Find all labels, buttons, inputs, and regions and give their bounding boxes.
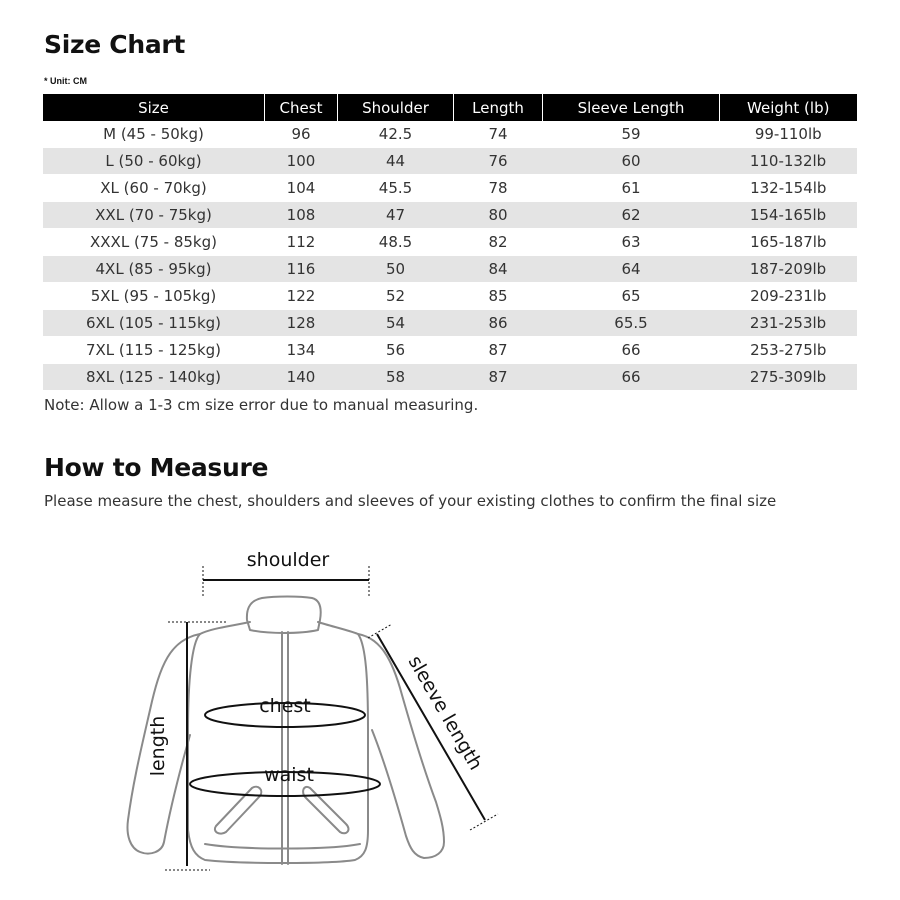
table-cell: 84 <box>454 256 543 283</box>
table-cell: 65.5 <box>543 310 720 337</box>
table-row <box>43 121 857 148</box>
header-length: Length <box>454 94 543 121</box>
measurement-note: Note: Allow a 1-3 cm size error due to manual measuring. <box>44 396 479 414</box>
table-cell: 62 <box>543 202 720 229</box>
table-cell: 96 <box>265 121 338 148</box>
table-cell: 60 <box>543 148 720 175</box>
table-cell: 110-132lb <box>720 148 857 175</box>
jacket-measure-diagram <box>0 530 900 900</box>
table-cell: 42.5 <box>338 121 454 148</box>
table-cell: 78 <box>454 175 543 202</box>
table-row <box>43 202 857 229</box>
table-cell: 52 <box>338 283 454 310</box>
table-cell: M (45 - 50kg) <box>43 121 265 148</box>
table-cell: 80 <box>454 202 543 229</box>
header-size: Size <box>43 94 265 121</box>
table-cell: 7XL (115 - 125kg) <box>43 337 265 364</box>
size-table <box>43 94 857 391</box>
table-cell: 187-209lb <box>720 256 857 283</box>
table-cell: XXL (70 - 75kg) <box>43 202 265 229</box>
table-cell: 209-231lb <box>720 283 857 310</box>
header-shoulder: Shoulder <box>338 94 454 121</box>
table-cell: XL (60 - 70kg) <box>43 175 265 202</box>
how-to-measure-description: Please measure the chest, shoulders and sleeves of your existing clothes to confirm the final size <box>44 492 777 510</box>
table-cell: 66 <box>543 364 720 391</box>
table-cell: 128 <box>265 310 338 337</box>
table-cell: 87 <box>454 337 543 364</box>
table-cell: 108 <box>265 202 338 229</box>
length-label: length <box>147 715 169 777</box>
table-row <box>43 148 857 175</box>
table-cell: L (50 - 60kg) <box>43 148 265 175</box>
table-cell: 100 <box>265 148 338 175</box>
table-cell: 8XL (125 - 140kg) <box>43 364 265 391</box>
table-cell: 54 <box>338 310 454 337</box>
table-row <box>43 256 857 283</box>
jacket-outline <box>128 597 445 865</box>
table-header-row <box>43 94 857 121</box>
table-cell: 122 <box>265 283 338 310</box>
table-cell: 116 <box>265 256 338 283</box>
table-cell: 50 <box>338 256 454 283</box>
table-cell: 45.5 <box>338 175 454 202</box>
table-cell: 154-165lb <box>720 202 857 229</box>
table-cell: 82 <box>454 229 543 256</box>
table-cell: 132-154lb <box>720 175 857 202</box>
sleeve-length-label: sleeve length <box>403 652 487 774</box>
sleeve-length-measure <box>368 624 498 830</box>
waist-label: waist <box>264 764 314 786</box>
header-chest: Chest <box>265 94 338 121</box>
header-weight: Weight (lb) <box>720 94 857 121</box>
table-cell: 74 <box>454 121 543 148</box>
table-cell: 58 <box>338 364 454 391</box>
unit-note: * Unit: CM <box>44 76 87 86</box>
table-cell: 65 <box>543 283 720 310</box>
table-row <box>43 229 857 256</box>
chest-label: chest <box>259 695 311 717</box>
table-cell: 231-253lb <box>720 310 857 337</box>
table-cell: 56 <box>338 337 454 364</box>
table-cell: 275-309lb <box>720 364 857 391</box>
table-cell: 86 <box>454 310 543 337</box>
table-cell: 76 <box>454 148 543 175</box>
table-cell: 112 <box>265 229 338 256</box>
table-cell: 99-110lb <box>720 121 857 148</box>
table-cell: 4XL (85 - 95kg) <box>43 256 265 283</box>
shoulder-label: shoulder <box>246 549 330 571</box>
table-row <box>43 364 857 391</box>
table-row <box>43 310 857 337</box>
table-cell: 59 <box>543 121 720 148</box>
table-row <box>43 283 857 310</box>
table-body <box>43 121 857 391</box>
table-row <box>43 175 857 202</box>
table-cell: 63 <box>543 229 720 256</box>
table-cell: 64 <box>543 256 720 283</box>
table-row <box>43 337 857 364</box>
table-cell: 48.5 <box>338 229 454 256</box>
header-sleeve-length: Sleeve Length <box>543 94 720 121</box>
table-cell: 61 <box>543 175 720 202</box>
table-cell: 253-275lb <box>720 337 857 364</box>
table-cell: 104 <box>265 175 338 202</box>
table-cell: 85 <box>454 283 543 310</box>
table-cell: 165-187lb <box>720 229 857 256</box>
table-cell: 6XL (105 - 115kg) <box>43 310 265 337</box>
how-to-measure-title: How to Measure <box>44 453 269 482</box>
table-cell: 47 <box>338 202 454 229</box>
table-cell: 44 <box>338 148 454 175</box>
table-cell: 5XL (95 - 105kg) <box>43 283 265 310</box>
table-cell: 87 <box>454 364 543 391</box>
table-cell: 66 <box>543 337 720 364</box>
table-cell: 134 <box>265 337 338 364</box>
page-title: Size Chart <box>44 30 186 59</box>
table-cell: 140 <box>265 364 338 391</box>
table-cell: XXXL (75 - 85kg) <box>43 229 265 256</box>
